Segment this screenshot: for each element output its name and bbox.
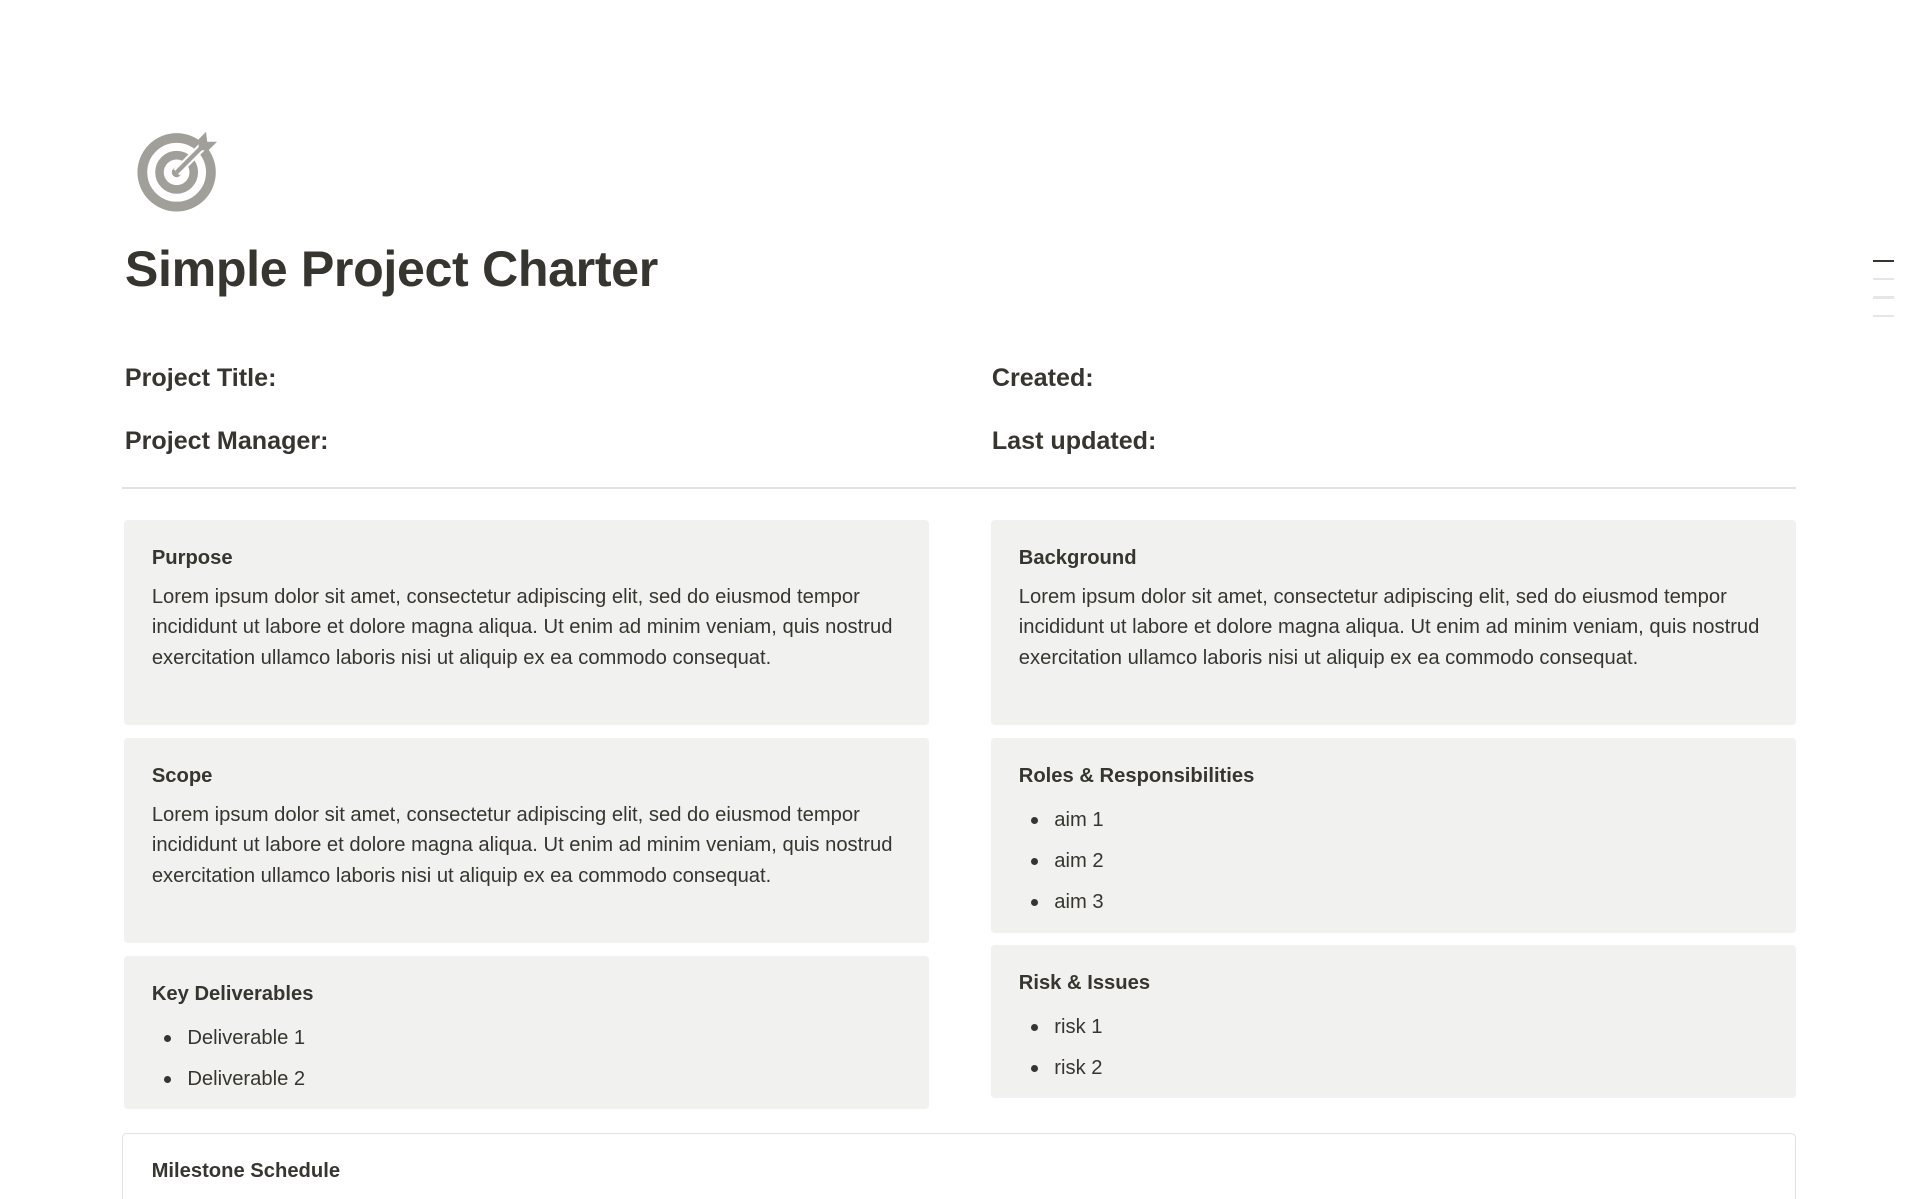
divider (122, 487, 1796, 488)
milestone-schedule-block[interactable] (122, 1133, 1796, 1199)
toc-line-active[interactable] (1873, 260, 1894, 262)
page-title: Simple Project Charter (124, 241, 658, 297)
list-item[interactable]: aim 1 (1019, 800, 1768, 841)
scope-heading: Scope (151, 764, 213, 787)
created-label[interactable]: Created: (991, 363, 1094, 392)
roles-callout[interactable] (991, 738, 1797, 933)
purpose-callout[interactable] (124, 520, 930, 724)
risks-list (1019, 1007, 1768, 1089)
last-updated-label[interactable]: Last updated: (991, 427, 1157, 456)
project-title-label[interactable]: Project Title: (124, 363, 277, 392)
table-of-contents-outline[interactable] (1873, 260, 1894, 333)
background-heading: Background (1018, 546, 1137, 569)
purpose-heading: Purpose (151, 546, 233, 569)
toc-line[interactable] (1873, 278, 1894, 280)
list-item[interactable]: risk 2 (1019, 1048, 1768, 1089)
background-callout[interactable] (991, 520, 1797, 724)
scope-text[interactable]: Lorem ipsum dolor sit amet, consectetur adipiscing elit, sed do eiusmod tempor incididunt ut labore et dolore magna aliqua. Ut enim ad minim veniam, quis nostrud exercitation ullamco laboris nisi ut aliquip ex ea commodo consequat. (151, 803, 893, 887)
list-item[interactable]: Deliverable 2 (152, 1059, 901, 1100)
list-item[interactable]: Deliverable 1 (152, 1018, 901, 1059)
toc-line[interactable] (1873, 296, 1894, 298)
list-item[interactable]: aim 3 (1019, 882, 1768, 923)
background-text[interactable]: Lorem ipsum dolor sit amet, consectetur adipiscing elit, sed do eiusmod tempor incididunt ut labore et dolore magna aliqua. Ut enim ad minim veniam, quis nostrud exercitation ullamco laboris nisi ut aliquip ex ea commodo consequat. (1018, 585, 1760, 669)
deliverables-list (152, 1018, 901, 1100)
project-manager-label[interactable]: Project Manager: (124, 427, 329, 456)
purpose-text[interactable]: Lorem ipsum dolor sit amet, consectetur adipiscing elit, sed do eiusmod tempor incididunt ut labore et dolore magna aliqua. Ut enim ad minim veniam, quis nostrud exercitation ullamco laboris nisi ut aliquip ex ea commodo consequat. (151, 585, 893, 669)
deliverables-heading: Key Deliverables (151, 982, 314, 1005)
roles-list (1019, 800, 1768, 923)
list-item[interactable]: risk 1 (1019, 1007, 1768, 1048)
roles-heading: Roles & Responsibilities (1018, 764, 1255, 787)
risks-heading: Risk & Issues (1018, 971, 1151, 994)
deliverables-callout[interactable] (124, 956, 930, 1109)
target-dart-icon[interactable] (135, 127, 221, 213)
milestone-heading: Milestone Schedule (151, 1160, 341, 1183)
toc-line[interactable] (1873, 315, 1894, 317)
scope-callout[interactable] (124, 738, 930, 942)
risks-callout[interactable] (991, 945, 1797, 1098)
list-item[interactable]: aim 2 (1019, 841, 1768, 882)
